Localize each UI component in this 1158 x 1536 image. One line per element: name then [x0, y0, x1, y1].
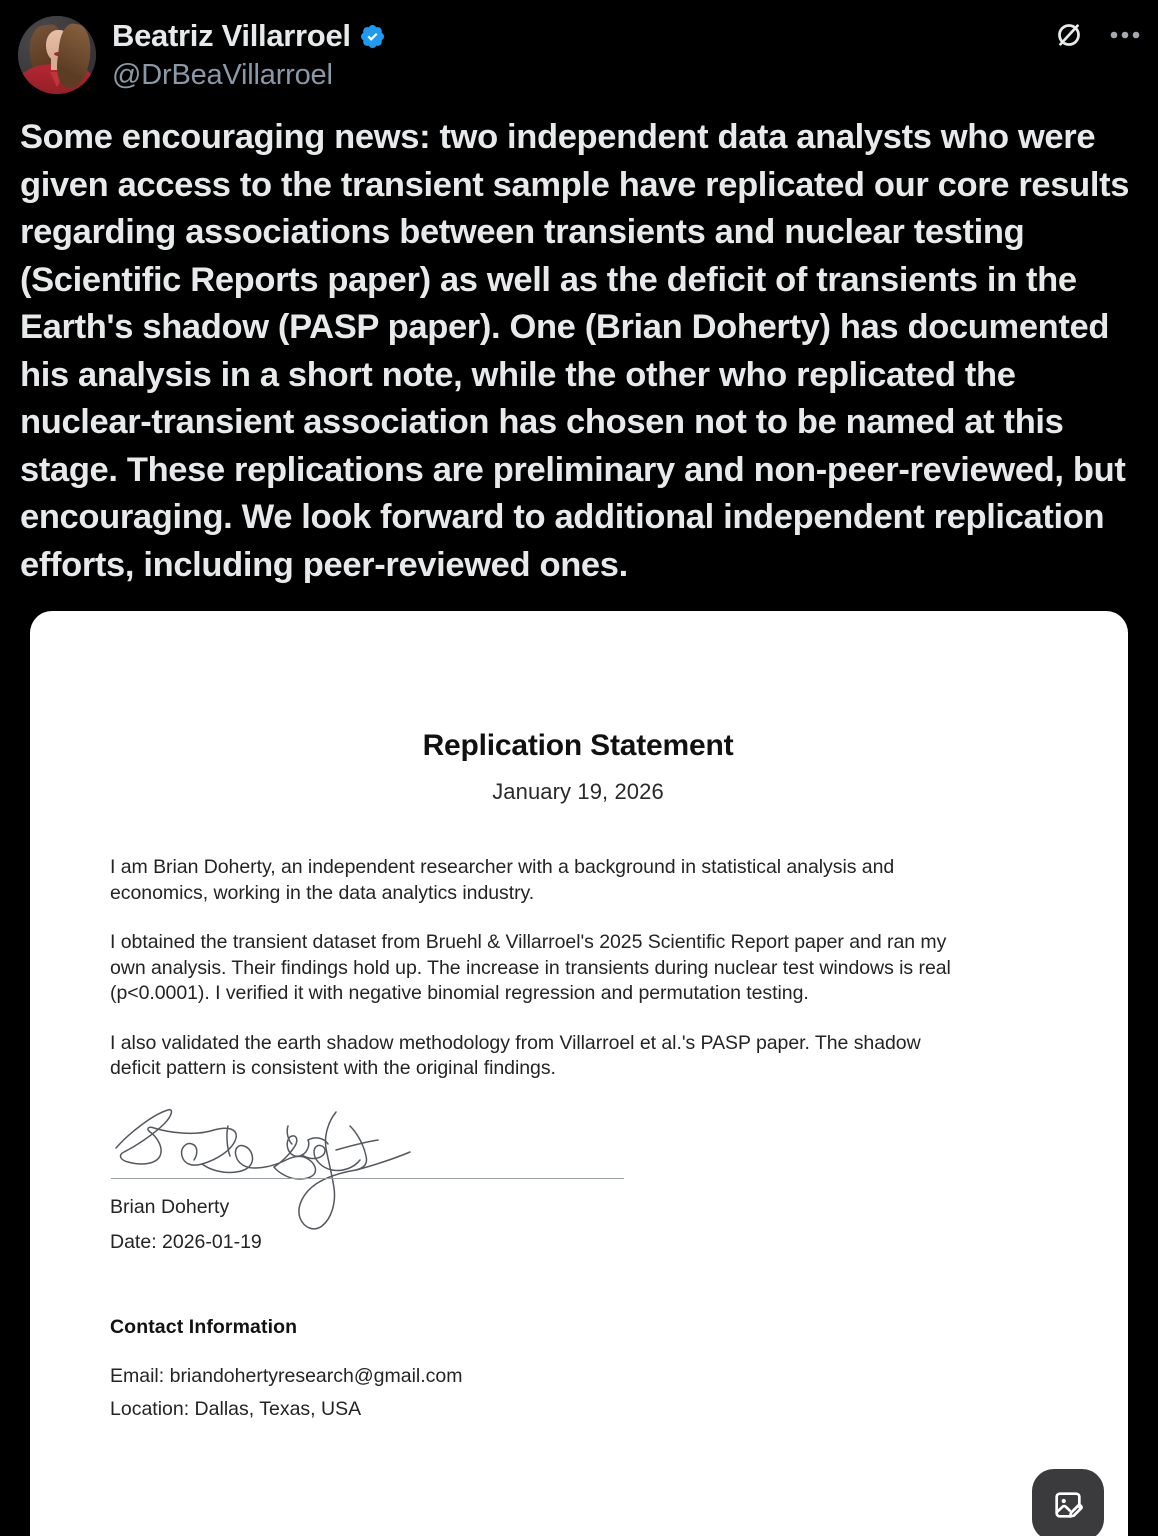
more-options-icon[interactable] [1110, 31, 1140, 39]
document-date: January 19, 2026 [492, 779, 664, 804]
header-actions [1054, 20, 1140, 50]
document-paragraph: I am Brian Doherty, an independent researcher with a background in statistical analysis and economics, working in the data analytics industry. [110, 856, 895, 904]
signature-line [111, 1178, 624, 1179]
document-paragraph: I obtained the transient dataset from Bruehl & Villarroel's 2025 Scientific Report paper and ran my own analysis. Their findings hold up. The increase in transients during nuclear test windows is real (p<0.0001). I verified it with negative binomial regression and permutation testing. [110, 931, 951, 1004]
author-display-name[interactable]: Beatriz Villarroel [112, 18, 351, 53]
signature-date: Date: 2026-01-19 [110, 1230, 262, 1253]
signature-block [110, 1110, 625, 1188]
document-title: Replication Statement [422, 729, 734, 762]
grok-slash-circle-icon[interactable] [1054, 20, 1084, 50]
document-image-card[interactable] [30, 611, 1128, 1536]
verified-badge-icon [359, 23, 386, 50]
signatory-name: Brian Doherty [110, 1195, 230, 1218]
handwritten-signature-icon [110, 1102, 470, 1242]
contact-location: Location: Dallas, Texas, USA [110, 1397, 362, 1420]
author-handle[interactable]: @DrBeaVillarroel [112, 58, 333, 91]
contact-information-heading: Contact Information [110, 1315, 298, 1338]
post-body-text: Some encouraging news: two independent data analysts who were given access to the transient sample have replicated our core results regarding associations between transients and nuclear testing (Scientific Reports paper) as well as the deficit of transients in the Earth's shadow (PASP paper). One (Brian Doherty) has documented his analysis in a short note, while the other who replicated the nuclear-transient association has chosen not to be named at this stage. These replications are preliminary and non-peer-reviewed, but encouraging. We look forward to additional independent replication efforts, including peer-reviewed ones. [20, 118, 1130, 584]
document-page [30, 611, 1128, 1421]
attachment-container [0, 589, 1158, 1536]
edit-image-button[interactable] [1032, 1469, 1104, 1536]
document-body [110, 855, 1046, 1082]
edit-image-icon [1051, 1488, 1085, 1522]
avatar[interactable] [18, 16, 96, 94]
document-paragraph: I also validated the earth shadow methodology from Villarroel et al.'s PASP paper. The shadow deficit pattern is consistent with the original findings. [110, 1031, 921, 1079]
contact-email: Email: briandohertyresearch@gmail.com [110, 1364, 463, 1387]
post-header [0, 0, 1158, 108]
display-name-row [112, 18, 386, 54]
author-name-block [112, 14, 386, 93]
